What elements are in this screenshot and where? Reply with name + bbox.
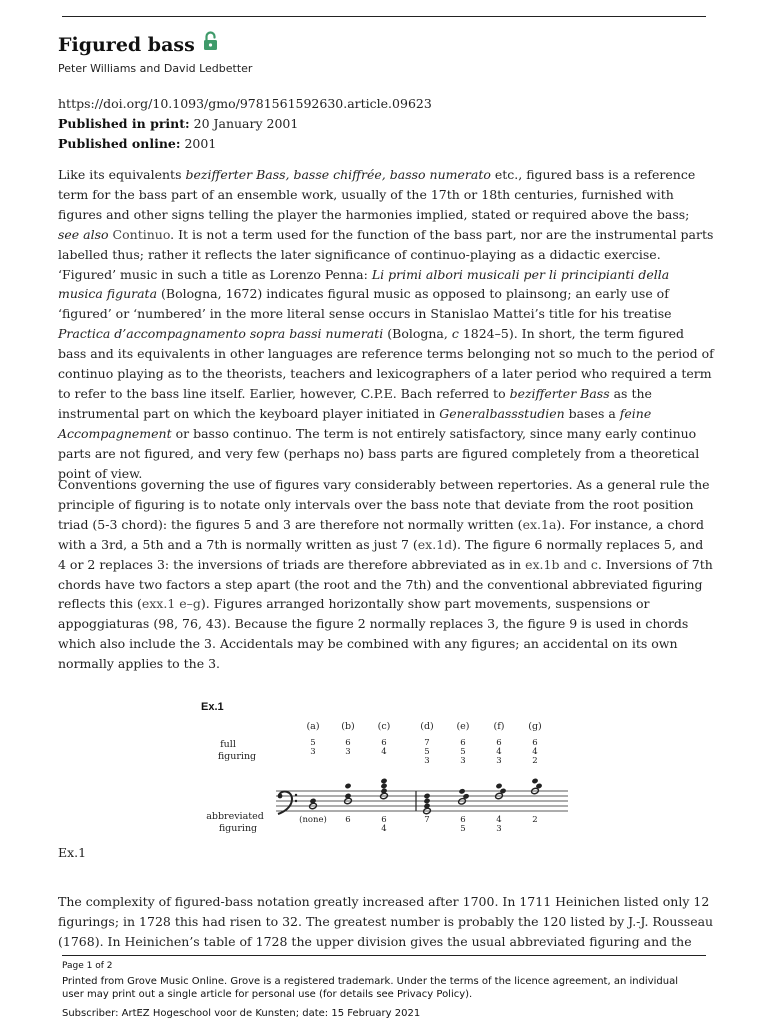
print-notice: Printed from Grove Music Online. Grove is a registered trademark. Under the terms of the licence agreement, an individual user may print out a single article for personal use (for details see Privacy Policy). <box>62 976 678 1000</box>
title-row <box>58 34 218 56</box>
full-figure: 7 <box>424 738 430 748</box>
continuo-link[interactable]: Continuo <box>108 226 171 242</box>
note-head <box>381 783 387 789</box>
paragraph-3: The complexity of figured-bass notation greatly increased after 1700. In 1711 Heinichen listed only 12 figurings; in 1728 this had risen to 32. The greatest number is probably the 120 listed by J.-J. Rousseau (1768). In Heinichen’s table of 1728 the upper division gives the usual abbreviated figuring and the <box>58 894 714 949</box>
row-label-abbr-2: figuring <box>218 823 258 834</box>
full-figure: 6 <box>460 738 466 748</box>
note-head <box>496 783 502 789</box>
italic-text: c <box>451 326 459 342</box>
music-example-figure <box>200 715 580 840</box>
text: (Bologna, 1672) indicates figural music as opposed to plainsong; an early use of ‘figured’ or ‘numbered’ in the more literal sense occurs in Stanislao Mattei’s title for his treatise <box>58 286 672 322</box>
published-print <box>58 114 432 134</box>
full-figure: 4 <box>496 747 502 757</box>
abbreviated-figure: 6 <box>345 815 351 825</box>
example-caption: Ex.1 <box>58 845 87 860</box>
text: ). Figures arranged horizontally show part movements, suspensions or appoggiaturas (98, 76, 43). Because the figure 2 normally replaces 3, the figure 9 is used in chords which also include the 3. Accidentals may be combined with any figures; an accidental on its own normally applies to the 3. <box>58 596 689 672</box>
abbreviated-figure: 6 <box>460 815 466 825</box>
full-figure: 3 <box>424 756 430 766</box>
abbreviated-figure: 7 <box>424 815 430 825</box>
column-letter: (c) <box>377 721 391 732</box>
text: . Inversions of 7th chords have two factors a step apart (the root and the 7th) and the conventional abbreviated figuring reflects this ( <box>58 556 713 612</box>
published-print-date: 20 January 2001 <box>189 116 299 131</box>
text: or basso continuo. The term is not entirely satisfactory, since many early continuo parts are not figured, and very few (perhaps no) bass parts are figured completely from a theoretical point of view. <box>58 425 700 481</box>
text: . It is not a term used for the function of the bass part, nor are the instrumental parts labelled thus; rather it reflects the later significance of continuo-playing as a didactic exercise. ‘Figured’ music in such a title as Lorenzo Penna: <box>58 226 714 282</box>
text: Conventions governing the use of figures vary considerably between repertories. As a general rule the principle of figuring is to notate only intervals over the bass note that deviate from the root position triad (5-3 chord): the figures 5 and 3 are therefore not normally written ( <box>58 477 710 532</box>
abbreviated-figure: 6 <box>381 815 387 825</box>
text: 1824–5). In short, the term figured bass and its equivalents in other languages are reference terms belonging not so much to the period of continuo playing as to the theorists, teachers and lexicographers of a later period who required a term to refer to the bass line itself. Earlier, however, C.P.E. Bach referred to <box>58 326 714 401</box>
note-head <box>532 778 538 784</box>
row-label-full-1: full <box>220 739 236 750</box>
full-figure: 4 <box>381 747 387 757</box>
note-head <box>345 783 351 789</box>
note-head <box>424 793 430 799</box>
abbreviated-figure: 5 <box>460 824 466 834</box>
figure-columns <box>299 721 542 834</box>
column-letter: (a) <box>306 721 320 732</box>
full-figure: 3 <box>345 747 351 757</box>
italic-text: see also <box>58 226 109 242</box>
ex1d-link[interactable]: ex.1d <box>417 536 453 552</box>
ex1e-g-link[interactable]: exx.1 e–g <box>141 596 201 612</box>
paragraph-1 <box>58 165 714 484</box>
staff <box>276 791 568 811</box>
column-letter: (b) <box>341 721 355 732</box>
note-head <box>459 789 465 795</box>
full-figure: 3 <box>496 756 502 766</box>
column-letter: (d) <box>420 721 434 732</box>
note-head <box>500 788 506 794</box>
footer-rule <box>62 955 706 956</box>
full-figure: 3 <box>310 747 316 757</box>
note-head <box>424 798 430 804</box>
authors: Peter Williams and David Ledbetter <box>58 62 253 75</box>
example-label: Ex.1 <box>201 701 224 713</box>
abbreviated-figure: 4 <box>381 824 387 834</box>
text: (Bologna, <box>383 326 452 342</box>
column-letter: (e) <box>456 721 470 732</box>
abbreviated-figure: 2 <box>532 815 538 825</box>
paragraph-2 <box>58 475 714 674</box>
text: ). For instance, a chord with a 3rd, a 5th and a 7th is normally written as just 7 ( <box>58 516 705 552</box>
text: bases a <box>564 405 620 421</box>
column-letter: (f) <box>493 721 505 732</box>
italic-text: Generalbassstudien <box>439 405 565 421</box>
text: ). The figure 6 normally replaces 5, and 4 or 2 replaces 3: the inversions of triads are therefore abbreviated as in <box>58 536 704 572</box>
subscriber-info: Subscriber: ArtEZ Hogeschool voor de Kunsten; date: 15 February 2021 <box>62 1008 421 1019</box>
note-head <box>536 783 542 789</box>
doi-link[interactable]: https://doi.org/10.1093/gmo/9781561592630.article.09623 <box>58 96 432 111</box>
italic-text: Practica d’accompagnamento sopra bassi numerati <box>58 326 384 342</box>
publication-meta <box>58 94 432 154</box>
full-figure: 4 <box>532 747 538 757</box>
text: Like its equivalents <box>58 167 186 182</box>
article-title: Figured bass <box>58 34 195 56</box>
ex1a-link[interactable]: ex.1a <box>522 516 557 532</box>
published-online-date: 2001 <box>180 136 217 151</box>
page-number: Page 1 of 2 <box>62 961 113 971</box>
full-figure: 3 <box>460 756 466 766</box>
italic-text: bezifferter Bass, basse chiffrée, basso numerato <box>185 167 491 182</box>
italic-text: Li primi albori musicali per li principianti della musica figurata <box>58 266 670 302</box>
italic-text: bezifferter Bass <box>509 385 610 401</box>
abbreviated-figure: (none) <box>299 815 327 825</box>
full-figure: 5 <box>424 747 430 757</box>
full-figure: 6 <box>496 738 502 748</box>
abbreviated-figure: 3 <box>496 824 502 834</box>
row-label-abbr-1: abbreviated <box>206 811 264 822</box>
open-access-lock-icon <box>203 31 218 51</box>
ex1b-c-link[interactable]: ex.1b and c <box>525 556 598 572</box>
full-figure: 2 <box>532 756 538 766</box>
full-figure: 6 <box>532 738 538 748</box>
full-figure: 6 <box>381 738 387 748</box>
text: etc., figured bass is a reference term for the bass part of an ensemble work, usually of the 17th or 18th centuries, furnished with figures and other signs telling the player the harmonies implied, stated or required above the bass; <box>58 167 696 222</box>
top-rule <box>62 16 706 17</box>
note-head <box>381 778 387 784</box>
full-figure: 5 <box>310 738 316 748</box>
row-label-full-2: figuring <box>217 751 257 762</box>
full-figure: 6 <box>345 738 351 748</box>
published-online-label: Published online: <box>58 136 181 151</box>
italic-text: feine Accompagnement <box>58 405 652 441</box>
column-letter: (g) <box>528 721 542 732</box>
published-print-label: Published in print: <box>58 116 190 131</box>
abbreviated-figure: 4 <box>496 815 502 825</box>
note-head <box>463 794 469 800</box>
published-online <box>58 134 432 154</box>
full-figure: 5 <box>460 747 466 757</box>
text: as the instrumental part on which the keyboard player initiated in <box>58 385 652 421</box>
